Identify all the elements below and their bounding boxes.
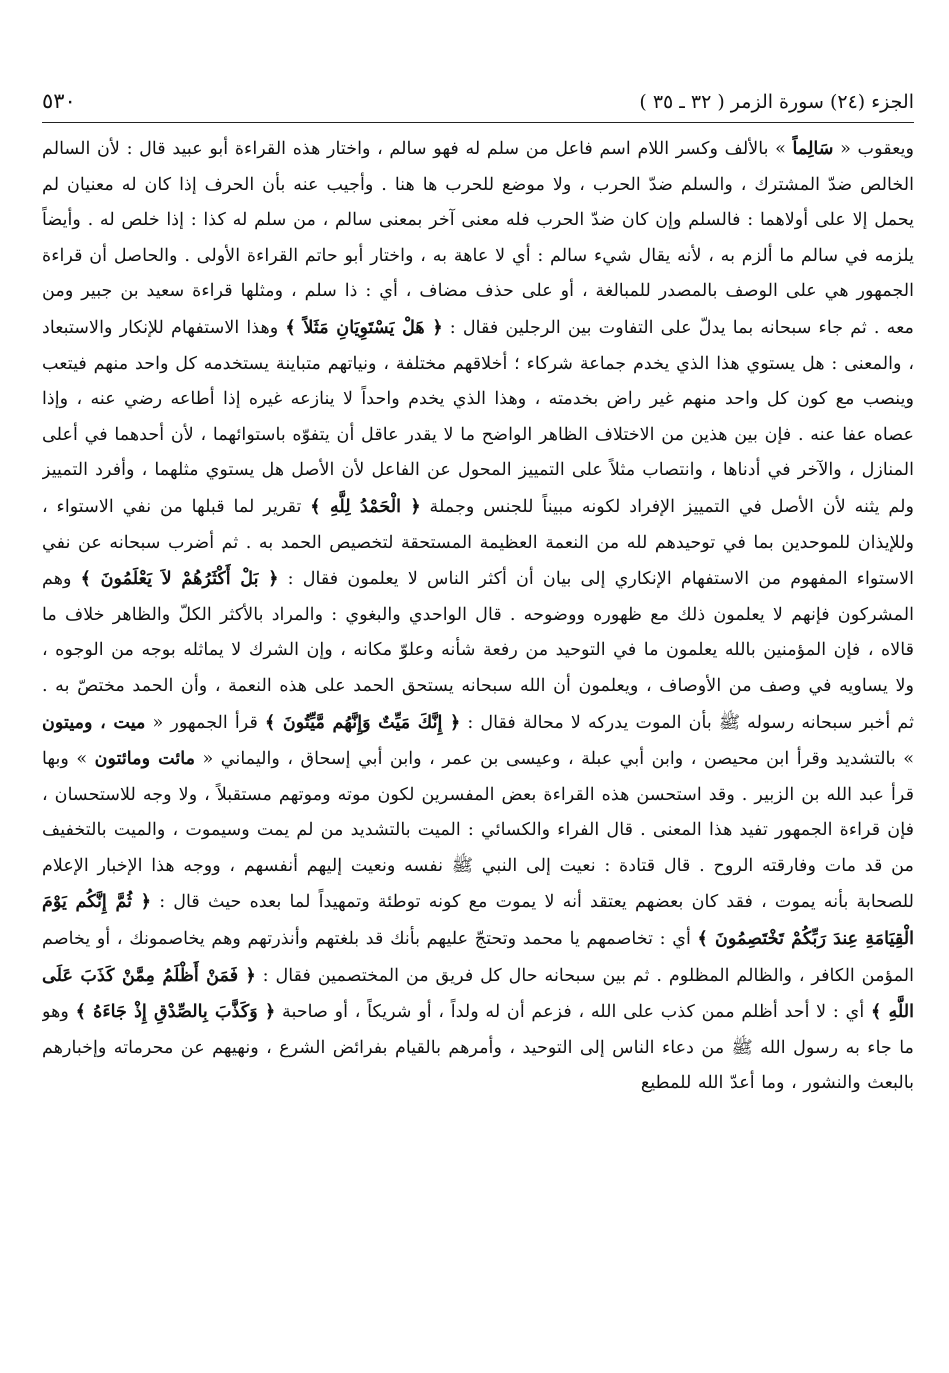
quran-verse: ﴿ إِنَّكَ مَيِّتٌ وَإِنَّهُم مَّيِّتُونَ ﴾ — [264, 711, 461, 733]
page-number: ٥٣٠ — [42, 89, 76, 113]
text-run: » بالتشديد وقرأ ابن محيصن ، وابن أبي عبلة ، وعيسى بن عمر ، وابن أبي إسحاق ، واليماني « — [195, 749, 914, 770]
quran-verse: ﴿ بَلْ أَكْثَرُهُمْ لاَ يَعْلَمُونَ ﴾ — [80, 568, 279, 590]
running-header — [42, 86, 914, 122]
text-run: قرأ الجمهور « — [145, 712, 265, 733]
header-rule — [42, 122, 914, 123]
quran-verse: ﴿ ثُمَّ إِنَّكُم يَوْمَ الْقِيَامَةِ عِندَ رَبِّكُمْ تَخْتَصِمُونَ ﴾ — [42, 891, 914, 950]
text-run: وهو ما جاء به رسول الله ﷺ من دعاء الناس إلى التوحيد ، وأمرهم بالقيام بفرائض الشرع ، ونهيهم عن محرماته وإخبارهم بالبعث والنشور ، وما أعدّ الله للمطيع — [42, 1002, 914, 1094]
quran-verse: ﴿ الْحَمْدُ لِلَّهِ ﴾ — [310, 495, 421, 517]
text-run: وهذا الاستفهام للإنكار والاستبعاد ، والمعنى : هل يستوي هذا الذي يخدم جماعة شركاء ؛ أخلاقهم مختلفة ، ونياتهم متباينة يستخدمه كل واحد منهم فيتعب وينصب مع كون كل واحد منهم غير راض بخدمته ، وهذا الذي يخدم واحداً لا ينازعه غيره إذا أطاعه رضي عنه ، وإذا عصاه عفا عنه . فإن بين هذين من الاختلاف الظاهر الواضح ما لا يقدر عاقل أن يتفوّه باستوائهما ، لأن أحدهما في أعلى المنازل ، والآخر في أدناها ، وانتصاب مثلاً على التمييز المحول عن الفاعل لأن الأصل هل يستوي مثلهما ، وأفرد التمييز ولم يثنه لأن الأصل في التمييز الإفراد لكونه مبيناً للجنس وجملة — [42, 317, 914, 517]
quran-verse: ﴿ فَمَنْ أَظْلَمُ مِمَّنْ كَذَبَ عَلَى اللَّهِ ﴾ — [42, 964, 914, 1023]
text-run: » بالألف وكسر اللام اسم فاعل من سلم له فهو سالم ، واختار هذه القراءة أبو عبيد قال : لأن السالم الخالص ضدّ المشترك ، والسلم ضدّ الحرب ، ولا موضع للحرب ها هنا . وأجيب عنه بأن الحرف إذا كان له معنيان لم يحمل إلا على أولاهما : فالسلم وإن كان ضدّ الحرب فله معنى آخر بمعنى سالم ، من سلم له كذا : إذا خلص له . وأيضاً يلزمه في سالم ما ألزم به ، لأنه يقال شيء سالم : أي لا عاهة به ، واختار أبو حاتم القراءة الأولى . والحاصل أن قراءة الجمهور هي على الوصف بالمصدر للمبالغة ، أو على حذف مضاف ، أي : ذا سلم ، ومثلها قراءة سعيد بن جبير ومن معه . ثم جاء سبحانه بما يدلّ على التفاوت بين الرجلين فقال : — [42, 139, 914, 338]
quran-verse: ﴿ هَلْ يَسْتَوِيَانِ مَثَلاً ﴾ — [285, 316, 443, 338]
text-run: وهم المشركون فإنهم لا يعلمون ذلك مع ظهوره ووضوحه . قال الواحدي والبغوي : والمراد بالأكثر الكلّ والظاهر خلاف ما قالاه ، فإن المؤمنين بالله يعلمون ما في التوحيد من رفعة شأنه وعلوّ مكانه ، وإن الشرك لا يماثله بوجه من الوجوه ، ولا يساويه في وصف من الأوصاف ، ويعلمون أن الله سبحانه يستحق الحمد على هذه النعمة ، وأن الحمد مختصّ به . ثم أخبر سبحانه رسوله ﷺ بأن الموت يدركه لا محالة فقال : — [42, 569, 914, 733]
quran-reading: سَالِماً — [792, 138, 834, 159]
quran-verse: ﴿ وَكَذَّبَ بِالصِّدْقِ إِذْ جَاءَهُ ﴾ — [75, 1001, 276, 1023]
quran-reading: ميت ، وميتون — [42, 711, 146, 733]
text-run: أي : تخاصمهم يا محمد وتحتجّ عليهم بأنك قد بلغتهم وأنذرتهم وهم يخاصمونك ، أو يخاصم المؤمن الكافر ، والظالم المظلوم . ثم بين سبحانه حال كل فريق من المختصمين فقال : — [42, 929, 914, 986]
commentary-paragraph — [42, 131, 914, 1102]
quran-reading: مائت ومائتون — [94, 748, 196, 770]
document-page — [42, 86, 914, 1326]
page-header-title: الجزء (٢٤) سورة الزمر ( ٣٢ ـ ٣٥ ) — [639, 91, 914, 113]
text-run: تقرير لما قبلها من نفي الاستواء ، وللإيذان للموحدين بما في توحيدهم لله من النعمة العظيمة المستحقة لتخصيص الحمد به . ثم أضرب سبحانه عن نفي الاستواء المفهوم من الاستفهام الإنكاري إلى بيان أن أكثر الناس لا يعلمون فقال : — [42, 496, 914, 590]
text-run: » وبها قرأ عبد الله بن الزبير . وقد استحسن هذه القراءة بعض المفسرين لكون موته وموتهم مستقبلاً ، ولا وجه للاستحسان ، فإن قراءة الجمهور تفيد هذا المعنى . قال الفراء والكسائي : الميت بالتشديد من لم يمت وسيموت ، والميت بالتخفيف من قد مات وفارقته الروح . قال قتادة : نعيت إلى النبي ﷺ نفسه ونعيت إليهم أنفسهم ، ووجه هذا الإخبار الإعلام للصحابة بأنه يموت ، فقد كان بعضهم يعتقد أنه لا يموت مع كونه توطئة وتمهيداً لما بعده حيث قال : — [42, 749, 914, 913]
text-run: ويعقوب « — [833, 139, 914, 159]
text-run: أي : لا أحد أظلم ممن كذب على الله ، فزعم أن له ولداً ، أو شريكاً ، أو صاحبة — [275, 1002, 871, 1023]
